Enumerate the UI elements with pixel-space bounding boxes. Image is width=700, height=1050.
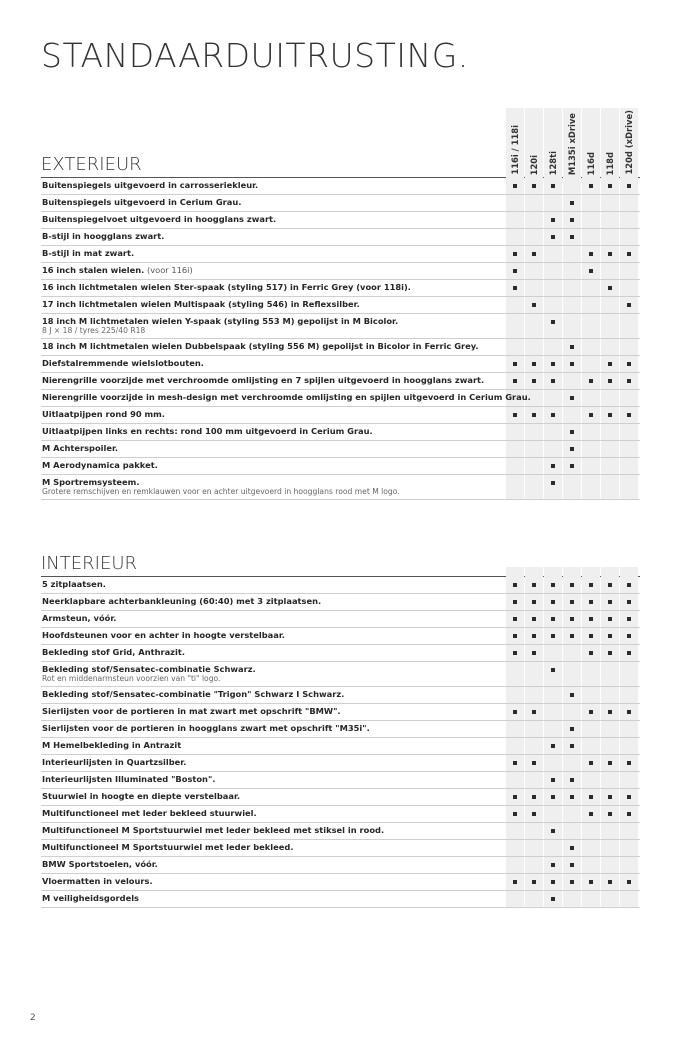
row-label-text: Uitlaatpijpen links en rechts: rond 100 mm uitgevoerd in Cerium Grau. [42, 426, 373, 436]
table-row [41, 611, 640, 628]
column-header-label: 118d [605, 151, 615, 175]
standard-mark [589, 379, 593, 383]
standard-mark [589, 651, 593, 655]
standard-mark [532, 303, 536, 307]
table-row [41, 594, 640, 611]
standard-mark [551, 413, 555, 417]
row-label-text: Buitenspiegels uitgevoerd in Cerium Grau. [42, 197, 242, 207]
standard-mark [551, 362, 555, 366]
table-row [41, 195, 640, 212]
table-row [41, 645, 640, 662]
row-label-text: 16 inch stalen wielen. [42, 265, 145, 275]
column-header [525, 567, 543, 577]
exterieur-header [41, 110, 640, 178]
column-header [544, 108, 562, 178]
standard-mark [551, 744, 555, 748]
table-row [41, 704, 640, 721]
row-label [42, 740, 181, 750]
table-row [41, 891, 640, 908]
row-label-text: 16 inch lichtmetalen wielen Ster-spaak (styling 517) in Ferric Grey (voor 118i). [42, 282, 411, 292]
column-header [601, 567, 619, 577]
table-row [41, 823, 640, 840]
standard-mark [589, 583, 593, 587]
table-row [41, 874, 640, 891]
table-row [41, 280, 640, 297]
standard-mark [551, 829, 555, 833]
row-label-text: Hoofdsteunen voor en achter in hoogte verstelbaar. [42, 630, 285, 640]
row-label-text: Sierlijsten voor de portieren in hoogglans zwart met opschrift "M35i". [42, 723, 370, 733]
column-header-label: 120d (xDrive) [624, 110, 634, 175]
row-label-text: Armsteun, vóór. [42, 613, 117, 623]
row-label-text: Uitlaatpijpen rond 90 mm. [42, 409, 165, 419]
standard-mark [570, 727, 574, 731]
standard-mark [570, 863, 574, 867]
standard-mark [570, 795, 574, 799]
row-label-text: Bekleding stof Grid, Anthrazit. [42, 647, 185, 657]
row-label [42, 197, 241, 207]
table-row [41, 263, 640, 280]
standard-mark [513, 761, 517, 765]
standard-mark [570, 846, 574, 850]
table-row [41, 662, 640, 687]
exterieur-rows [41, 178, 640, 500]
standard-mark [589, 710, 593, 714]
table-row [41, 441, 640, 458]
row-label [42, 723, 370, 733]
standard-mark [532, 362, 536, 366]
standard-mark [589, 184, 593, 188]
standard-mark [608, 617, 612, 621]
table-row [41, 577, 640, 594]
standard-mark [551, 583, 555, 587]
column-header-label: 116i / 118i [510, 125, 520, 175]
table-row [41, 424, 640, 441]
row-label-text: BMW Sportstoelen, vóór. [42, 859, 158, 869]
standard-mark [532, 795, 536, 799]
row-label-text: B-stijl in hoogglans zwart. [42, 231, 165, 241]
standard-mark [627, 379, 631, 383]
table-row [41, 840, 640, 857]
standard-mark [570, 235, 574, 239]
column-header [544, 567, 562, 577]
row-label [42, 596, 321, 606]
table-row [41, 373, 640, 390]
standard-mark [570, 447, 574, 451]
standard-mark [513, 252, 517, 256]
table-row [41, 339, 640, 356]
row-sublabel: 8 J × 18 / tyres 225/40 R18 [42, 326, 146, 335]
standard-mark [551, 617, 555, 621]
table-row [41, 806, 640, 823]
standard-mark [532, 761, 536, 765]
table-row [41, 738, 640, 755]
table-row [41, 178, 640, 195]
standard-mark [551, 634, 555, 638]
row-label [42, 265, 193, 275]
table-row [41, 356, 640, 373]
standard-mark [532, 812, 536, 816]
standard-mark [608, 252, 612, 256]
row-label-text: B-stijl in mat zwart. [42, 248, 135, 258]
standard-mark [627, 184, 631, 188]
standard-mark [608, 379, 612, 383]
row-sublabel: Grotere remschijven en remklauwen voor en achter uitgevoerd in hoogglans rood met M logo. [42, 487, 400, 496]
column-header-label: 128ti [548, 150, 558, 175]
standard-mark [570, 201, 574, 205]
standard-mark [513, 379, 517, 383]
row-label-text: M Sportremsysteem. [42, 477, 140, 487]
row-label-text: Multifunctioneel M Sportstuurwiel met leder bekleed met stiksel in rood. [42, 825, 385, 835]
standard-mark [551, 778, 555, 782]
row-label-text: Vloermatten in velours. [42, 876, 153, 886]
row-label-text: 17 inch lichtmetalen wielen Multispaak (styling 546) in Reflexsilber. [42, 299, 360, 309]
table-row [41, 772, 640, 789]
standard-mark [513, 812, 517, 816]
table-row [41, 458, 640, 475]
page-number: 2 [30, 1013, 36, 1023]
standard-mark [627, 880, 631, 884]
standard-mark [589, 812, 593, 816]
standard-mark [608, 812, 612, 816]
standard-mark [532, 184, 536, 188]
standard-mark [551, 795, 555, 799]
row-label [42, 825, 384, 835]
row-label [42, 231, 164, 241]
standard-mark [570, 634, 574, 638]
standard-mark [570, 693, 574, 697]
standard-mark [551, 668, 555, 672]
standard-mark [570, 362, 574, 366]
row-label-text: Bekleding stof/Sensatec-combinatie Schwarz. [42, 664, 256, 674]
row-label-text: Multifunctioneel M Sportstuurwiel met leder bekleed. [42, 842, 294, 852]
column-header [620, 567, 638, 577]
interieur-section [41, 545, 640, 908]
row-label [42, 180, 258, 190]
standard-mark [608, 184, 612, 188]
row-label-text: Diefstalremmende wielslotbouten. [42, 358, 204, 368]
standard-mark [589, 761, 593, 765]
standard-mark [608, 710, 612, 714]
standard-mark [627, 252, 631, 256]
standard-mark [589, 600, 593, 604]
table-row [41, 212, 640, 229]
standard-mark [627, 812, 631, 816]
column-header-label: M135i xDrive [567, 112, 577, 175]
row-label-text: M Achterspoiler. [42, 443, 119, 453]
row-label-text: M Hemelbekleding in Antrazit [42, 740, 182, 750]
row-label [42, 358, 204, 368]
standard-mark [589, 269, 593, 273]
row-label [42, 299, 360, 309]
standard-mark [608, 600, 612, 604]
standard-mark [570, 430, 574, 434]
standard-mark [513, 617, 517, 621]
row-label [42, 647, 185, 657]
standard-mark [570, 345, 574, 349]
standard-mark [532, 710, 536, 714]
row-label [42, 579, 106, 589]
standard-mark [627, 795, 631, 799]
row-label [42, 341, 479, 351]
table-row [41, 789, 640, 806]
column-header [620, 108, 638, 178]
column-header [601, 108, 619, 178]
row-label [42, 774, 215, 784]
row-label [42, 791, 240, 801]
row-label [42, 375, 484, 385]
standard-mark [589, 795, 593, 799]
standard-mark [551, 235, 555, 239]
standard-mark [608, 651, 612, 655]
standard-mark [551, 320, 555, 324]
standard-mark [513, 880, 517, 884]
standard-mark [608, 880, 612, 884]
exterieur-title: EXTERIEUR [41, 154, 142, 175]
row-label-note: (voor 116i) [144, 265, 193, 275]
standard-mark [570, 583, 574, 587]
row-label [42, 706, 341, 716]
row-label-text: 5 zitplaatsen. [42, 579, 106, 589]
standard-mark [608, 761, 612, 765]
column-header [525, 108, 543, 178]
standard-mark [608, 583, 612, 587]
standard-mark [513, 710, 517, 714]
standard-mark [589, 252, 593, 256]
row-sublabel: Rot en middenarmsteun voorzien van "ti" logo. [42, 674, 221, 683]
standard-mark [589, 634, 593, 638]
row-label-text: Sierlijsten voor de portieren in mat zwart met opschrift "BMW". [42, 706, 341, 716]
standard-mark [570, 744, 574, 748]
table-row [41, 314, 640, 339]
column-header [506, 108, 524, 178]
standard-mark [532, 379, 536, 383]
row-label [42, 757, 186, 767]
standard-mark [513, 583, 517, 587]
column-header [582, 567, 600, 577]
interieur-title: INTERIEUR [41, 553, 138, 574]
table-row [41, 407, 640, 424]
standard-mark [513, 600, 517, 604]
standard-mark [608, 413, 612, 417]
standard-mark [627, 303, 631, 307]
table-row [41, 857, 640, 874]
row-label [42, 842, 293, 852]
table-row [41, 755, 640, 772]
row-label-text: M Aerodynamica pakket. [42, 460, 158, 470]
standard-mark [570, 617, 574, 621]
standard-mark [551, 880, 555, 884]
row-label-text: Interieurlijsten in Quartzsilber. [42, 757, 187, 767]
standard-mark [551, 863, 555, 867]
row-label-text: Bekleding stof/Sensatec-combinatie "Trigon" Schwarz I Schwarz. [42, 689, 345, 699]
row-label-text: Buitenspiegelvoet uitgevoerd in hoogglans zwart. [42, 214, 277, 224]
table-row [41, 475, 640, 500]
row-label-text: 18 inch M lichtmetalen wielen Dubbelspaak (styling 556 M) gepolijst in Bicolor in Ferric Grey. [42, 341, 479, 351]
standard-mark [513, 269, 517, 273]
standard-mark [570, 396, 574, 400]
standard-mark [532, 600, 536, 604]
row-label [42, 248, 134, 258]
row-label-text: Nierengrille voorzijde in mesh-design met verchroomde omlijsting en spijlen uitgevoerd in Cerium Grau. [42, 392, 531, 402]
standard-mark [627, 600, 631, 604]
standard-mark [589, 880, 593, 884]
exterieur-section [41, 110, 640, 500]
standard-mark [589, 413, 593, 417]
row-label-text: Nierengrille voorzijde met verchroomde omlijsting en 7 spijlen uitgevoerd in hoogglans zwart. [42, 375, 485, 385]
standard-mark [570, 464, 574, 468]
standard-mark [551, 464, 555, 468]
row-label [42, 282, 411, 292]
standard-mark [513, 795, 517, 799]
standard-mark [551, 218, 555, 222]
page-title: STANDAARDUITRUSTING. [41, 36, 469, 75]
column-header [563, 567, 581, 577]
row-label [42, 426, 373, 436]
row-label [42, 392, 531, 402]
column-header [506, 567, 524, 577]
standard-mark [608, 362, 612, 366]
row-label-text: M veiligheidsgordels [42, 893, 139, 903]
standard-mark [627, 761, 631, 765]
row-label-text: Interieurlijsten Illuminated "Boston". [42, 774, 216, 784]
table-row [41, 229, 640, 246]
standard-mark [589, 617, 593, 621]
row-label [42, 808, 257, 818]
standard-mark [551, 600, 555, 604]
row-label [42, 460, 158, 470]
standard-mark [513, 634, 517, 638]
table-row [41, 246, 640, 263]
standard-mark [570, 880, 574, 884]
standard-mark [570, 778, 574, 782]
interieur-header [41, 545, 640, 577]
column-header [582, 108, 600, 178]
standard-mark [551, 184, 555, 188]
standard-mark [532, 617, 536, 621]
row-label [42, 477, 139, 487]
standard-mark [608, 795, 612, 799]
row-label [42, 893, 139, 903]
row-label-text: 18 inch M lichtmetalen wielen Y-spaak (styling 553 M) gepolijst in M Bicolor. [42, 316, 399, 326]
standard-mark [627, 583, 631, 587]
standard-mark [532, 880, 536, 884]
interieur-rows [41, 577, 640, 908]
standard-mark [551, 379, 555, 383]
row-label [42, 613, 116, 623]
row-label [42, 630, 285, 640]
standard-mark [532, 634, 536, 638]
standard-mark [513, 184, 517, 188]
standard-mark [627, 710, 631, 714]
standard-mark [513, 286, 517, 290]
row-label [42, 859, 158, 869]
row-label [42, 214, 276, 224]
standard-mark [532, 583, 536, 587]
column-header [563, 108, 581, 178]
column-header-label: 120i [529, 154, 539, 175]
standard-mark [513, 651, 517, 655]
row-label [42, 316, 398, 326]
row-label [42, 689, 344, 699]
row-label [42, 443, 118, 453]
standard-mark [627, 413, 631, 417]
table-row [41, 628, 640, 645]
standard-mark [627, 634, 631, 638]
row-label-text: Neerklapbare achterbankleuning (60:40) met 3 zitplaatsen. [42, 596, 322, 606]
standard-mark [551, 481, 555, 485]
standard-mark [532, 413, 536, 417]
row-label-text: Buitenspiegels uitgevoerd in carrosseriekleur. [42, 180, 259, 190]
row-label [42, 409, 165, 419]
standard-mark [570, 600, 574, 604]
standard-mark [570, 218, 574, 222]
table-row [41, 390, 640, 407]
standard-mark [608, 634, 612, 638]
standard-mark [513, 362, 517, 366]
table-row [41, 297, 640, 314]
standard-mark [532, 252, 536, 256]
table-row [41, 721, 640, 738]
standard-mark [513, 413, 517, 417]
standard-mark [627, 617, 631, 621]
table-row [41, 687, 640, 704]
row-label-text: Stuurwiel in hoogte en diepte verstelbaar. [42, 791, 241, 801]
row-label [42, 664, 256, 674]
standard-mark [608, 286, 612, 290]
standard-mark [627, 362, 631, 366]
column-header-label: 116d [586, 151, 596, 175]
row-label-text: Multifunctioneel met leder bekleed stuurwiel. [42, 808, 257, 818]
standard-mark [532, 651, 536, 655]
standard-mark [627, 651, 631, 655]
row-label [42, 876, 153, 886]
standard-mark [551, 897, 555, 901]
